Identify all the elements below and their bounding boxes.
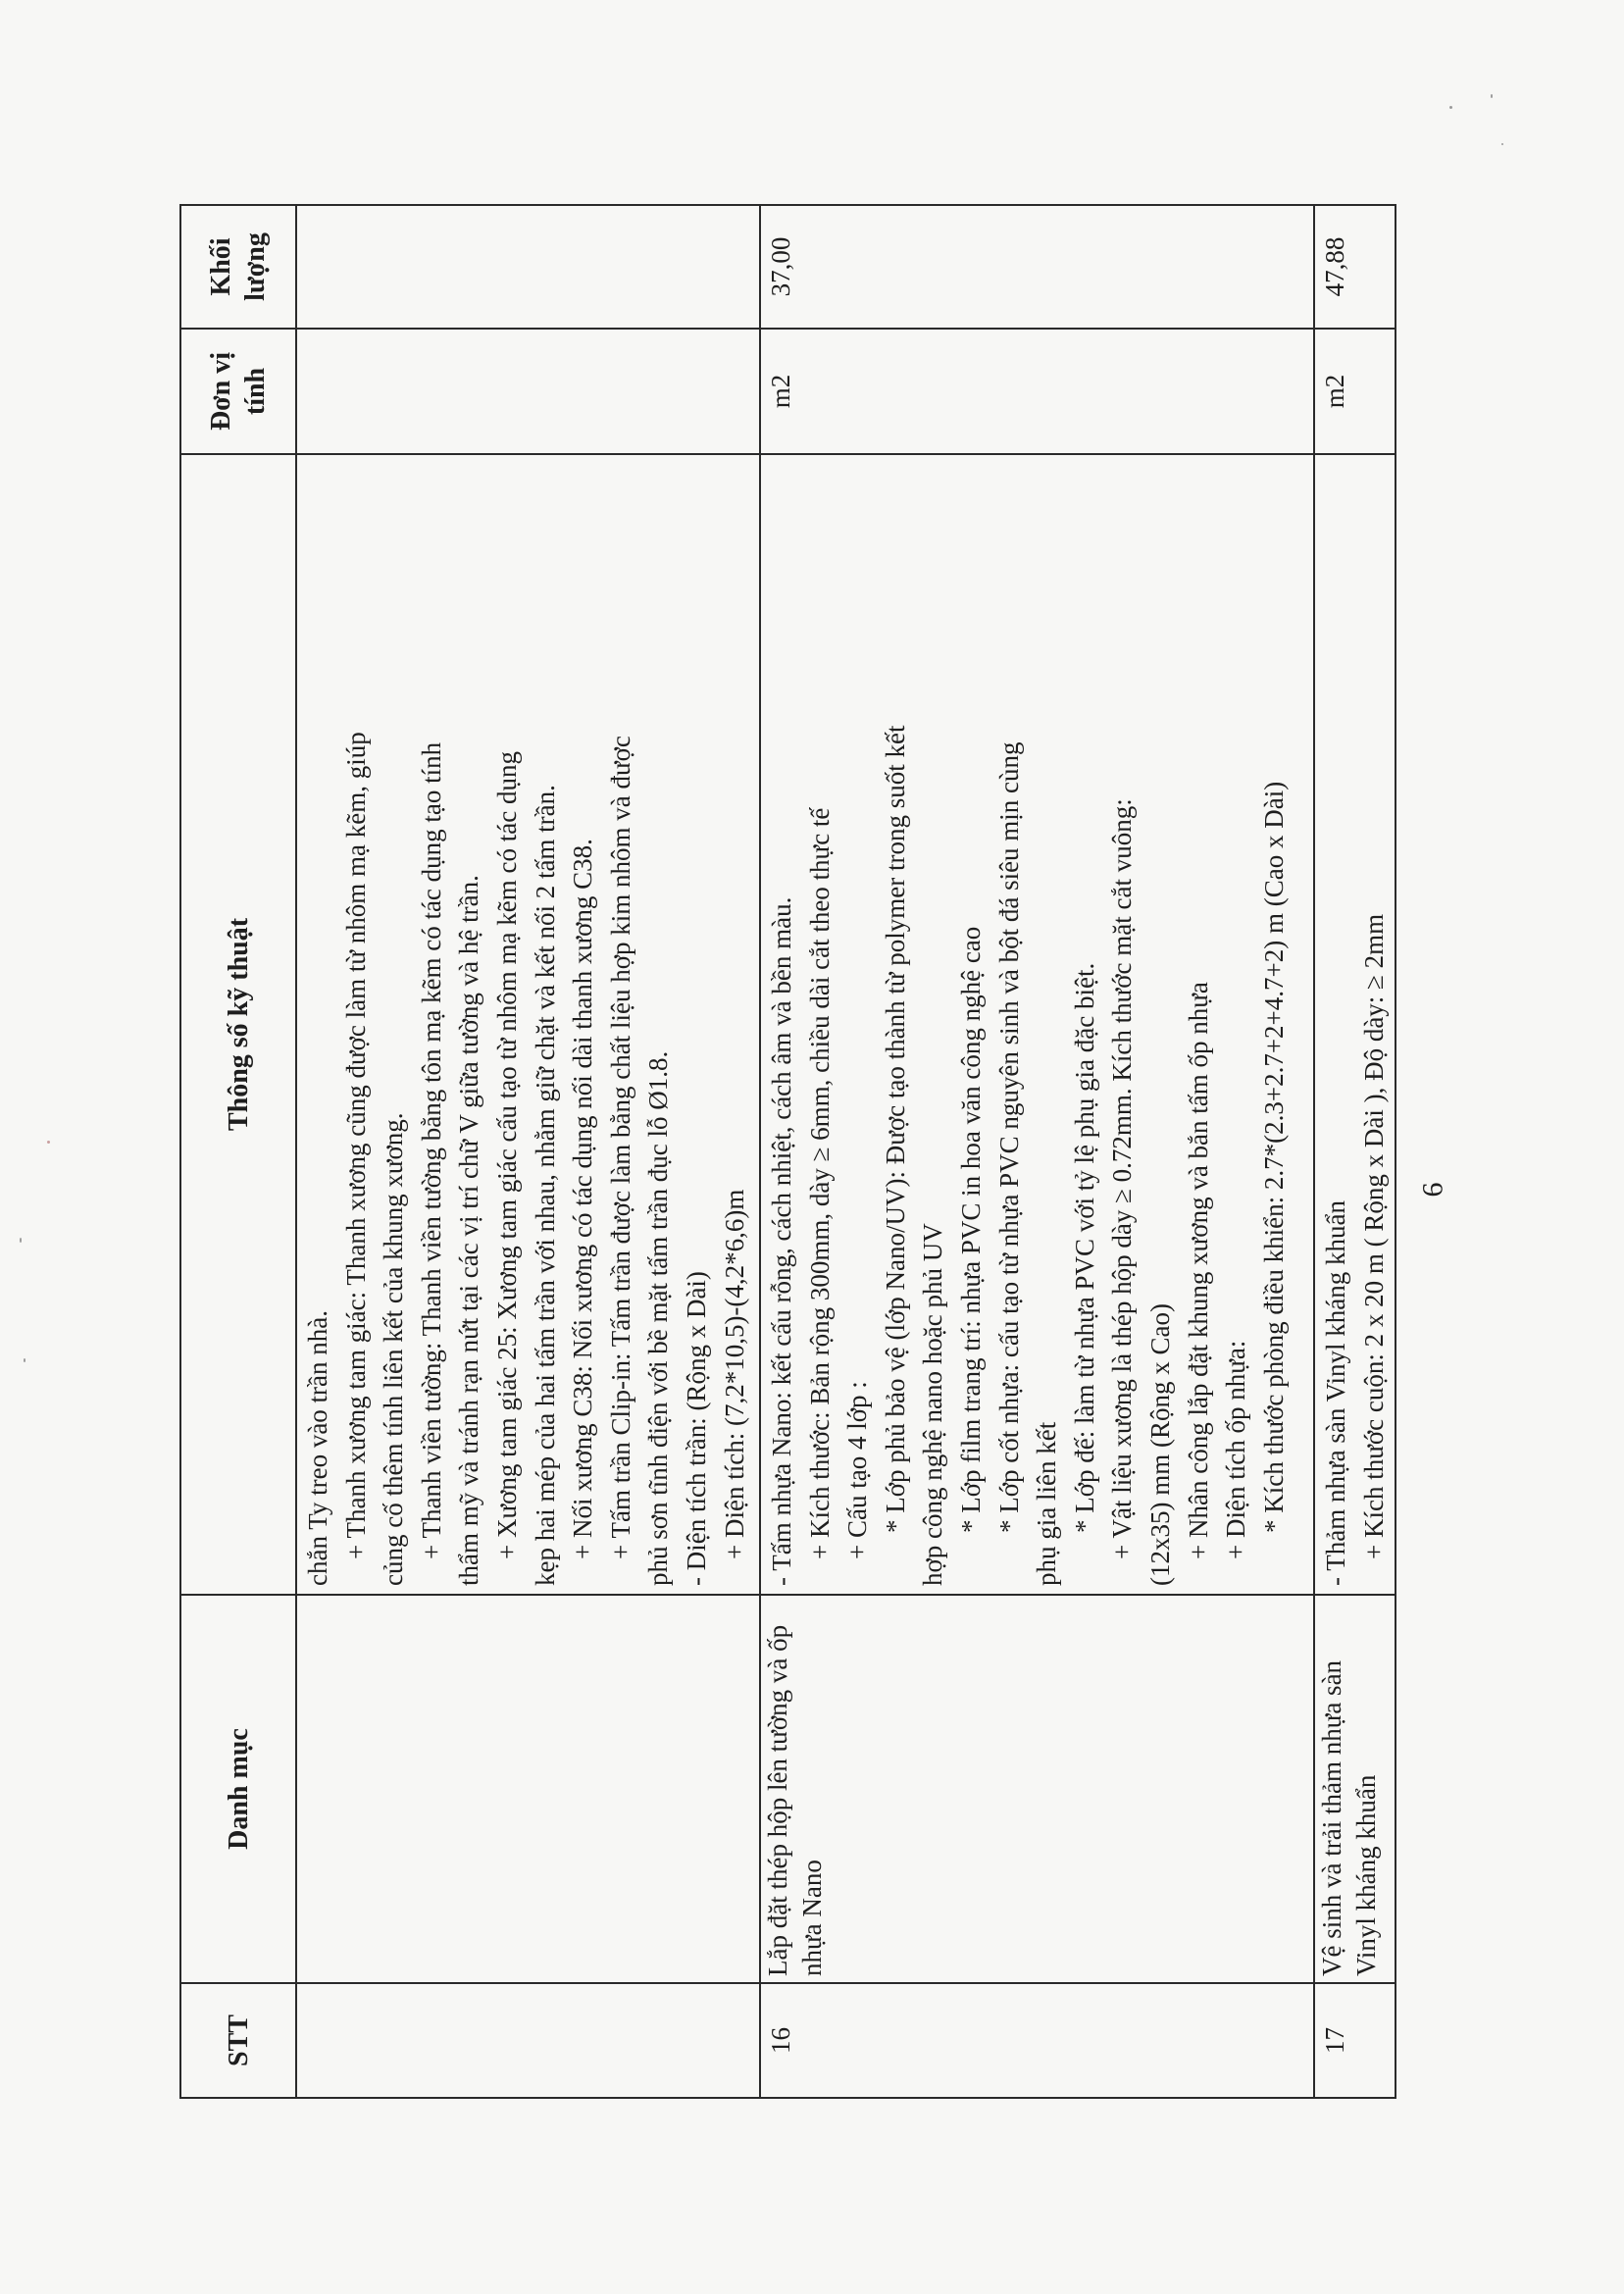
- spec-line: chắn Ty treo vào trần nhà.: [303, 1309, 332, 1586]
- spec-line: + Kích thước cuộn: 2 x 20 m ( Rộng x Dài ), Độ dày: ≥ 2mm: [1358, 913, 1389, 1586]
- header-don-vi: Đơn vị tính: [180, 329, 296, 454]
- spec-line: hợp công nghệ nano hoặc phủ UV: [918, 1223, 948, 1586]
- table-row: [1314, 205, 1396, 2098]
- cell-danh-muc: Lắp đặt thép hộp lên tường và ốp nhựa Nano: [760, 1595, 1314, 1983]
- spec-line: * Lớp film trang trí: nhựa PVC in hoa văn công nghệ cao: [956, 926, 987, 1586]
- rotated-table-container: [179, 206, 1389, 2099]
- spec-line: + Diện tích ốp nhựa:: [1221, 1340, 1251, 1586]
- spec-line: - Tấm nhựa Nano: kết cấu rỗng, cách nhiệt, cách âm và bền màu.: [767, 896, 796, 1586]
- spec-line: phụ gia liên kết: [1032, 1421, 1062, 1586]
- spec-line: + Cấu tạo 4 lớp :: [842, 1381, 873, 1586]
- cell-thong-so: [1314, 454, 1396, 1595]
- spec-line: + Thanh viền tường: Thanh viền tường bằng tôn mạ kẽm có tác dụng tạo tính: [416, 741, 446, 1586]
- spec-line: thẩm mỹ và tránh rạn nứt tại các vị trí chữ V giữa tường và hệ trần.: [454, 875, 484, 1586]
- cell-thong-so: [296, 454, 760, 1595]
- specification-table: [179, 204, 1396, 2099]
- table-row: [296, 205, 760, 2098]
- scan-speck: [1501, 143, 1503, 145]
- cell-khoi-luong: 37,00: [760, 205, 1314, 329]
- spec-line: + Tấm trần Clip-in: Tấm trần được làm bằng chất liệu hợp kim nhôm và được: [605, 736, 635, 1586]
- spec-line: * Lớp cốt nhựa: cấu tạo từ nhựa PVC nguyên sinh và bột đá siêu mịn cùng: [993, 741, 1024, 1586]
- spec-line: + Vật liệu xương là thép hộp dày ≥ 0.72mm. Kích thước mặt cắt vuông:: [1107, 798, 1138, 1586]
- spec-line: - Thảm nhựa sàn Vinyl kháng khuẩn: [1321, 1200, 1350, 1586]
- header-khoi-luong: Khối lượng: [180, 205, 296, 329]
- spec-line: + Nhân công lắp đặt khung xương và bắn tấm ốp nhựa: [1183, 982, 1213, 1586]
- scan-speck: [47, 1141, 50, 1144]
- cell-danh-muc: [296, 1595, 760, 1983]
- cell-thong-so: [760, 454, 1314, 1595]
- cell-stt: 17: [1314, 1983, 1396, 2098]
- spec-line: * Lớp đế: làm từ nhựa PVC với tỷ lệ phụ gia đặc biệt.: [1069, 962, 1099, 1586]
- scan-speck: [20, 1238, 22, 1243]
- spec-line: - Diện tích trần: (Rộng x Dài): [682, 1271, 712, 1586]
- header-danh-muc: Danh mục: [180, 1595, 296, 1983]
- spec-line: + Diện tích: (7,2*10,5)-(4,2*6,6)m: [719, 1189, 749, 1586]
- cell-don-vi: m2: [1314, 329, 1396, 454]
- cell-don-vi: m2: [760, 329, 1314, 454]
- spec-line: + Kích thước: Bản rộng 300mm, dày ≥ 6mm, chiều dài cắt theo thực tế: [804, 807, 835, 1586]
- spec-line: + Nối xương C38: Nối xương có tác dụng nối dài thanh xương C38.: [568, 839, 598, 1586]
- header-thong-so: Thông số kỹ thuật: [180, 454, 296, 1595]
- spec-line: kẹp hai mép của hai tấm trần với nhau, nhằm giữ chặt và kết nối 2 tấm trần.: [530, 785, 560, 1586]
- spec-line: * Kích thước phòng điều khiển: 2.7*(2.3+2.7+2+4.7+2) m (Cao x Dài): [1258, 781, 1289, 1586]
- spec-line: + Thanh xương tam giác: Thanh xương cũng được làm từ nhôm mạ kẽm, giúp: [340, 732, 371, 1586]
- header-stt: STT: [180, 1983, 296, 2098]
- table-row: [760, 205, 1314, 2098]
- scan-speck: [1491, 94, 1493, 98]
- scan-speck: [24, 1358, 25, 1362]
- cell-danh-muc: Vệ sinh và trải thảm nhựa sàn Vinyl kháng khuẩn: [1314, 1595, 1396, 1983]
- spec-line: * Lớp phủ bảo vệ (lớp Nano/UV): Được tạo thành từ polymer trong suốt kết: [880, 725, 910, 1586]
- cell-don-vi: [296, 329, 760, 454]
- page-number: 6: [1416, 1182, 1449, 1198]
- spec-line: củng cố thêm tính liên kết của khung xương.: [379, 1112, 409, 1586]
- cell-khoi-luong: 47,88: [1314, 205, 1396, 329]
- cell-stt: [296, 1983, 760, 2098]
- spec-line: phủ sơn tĩnh điện với bề mặt tấm trần đục lỗ Ø1.8.: [643, 1050, 674, 1586]
- spec-line: (12x35) mm (Rộng x Cao): [1145, 1303, 1176, 1586]
- scan-speck: [1449, 106, 1452, 109]
- table-header-row: [180, 205, 296, 2098]
- spec-line: + Xương tam giác 25: Xương tam giác cấu tạo từ nhôm mạ kẽm có tác dụng: [492, 751, 523, 1586]
- cell-stt: 16: [760, 1983, 1314, 2098]
- cell-khoi-luong: [296, 205, 760, 329]
